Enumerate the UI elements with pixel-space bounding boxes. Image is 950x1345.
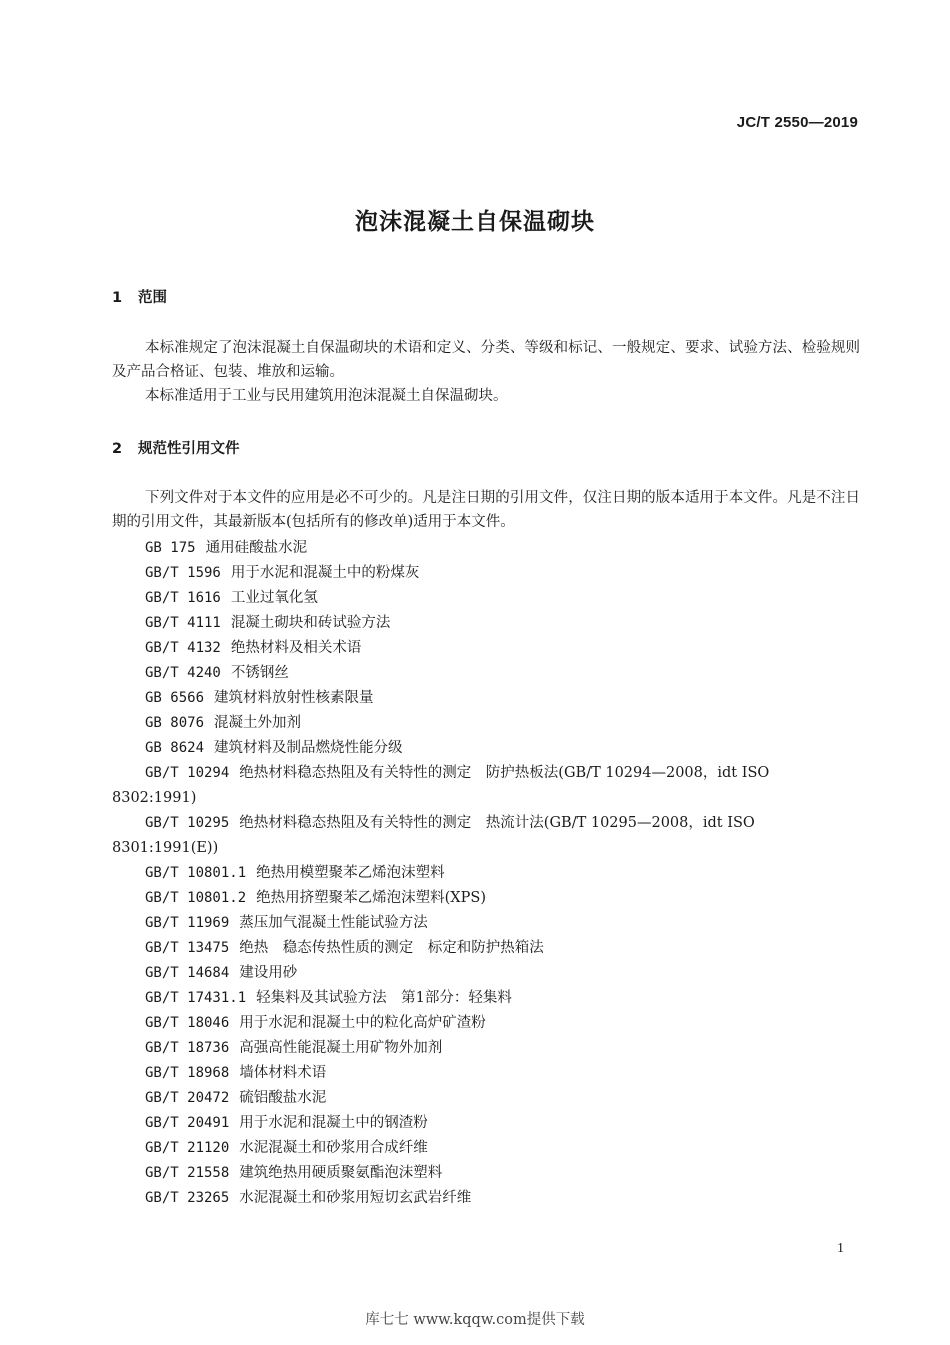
reference-item [112,561,860,586]
reference-title: 绝热材料稳态热阻及有关特性的测定 热流计法(GB/T 10295—2008，idt ISO [239,815,755,831]
reference-item [112,986,860,1011]
reference-item [112,661,860,686]
standard-code: JC/T 2550—2019 [736,114,858,131]
document-title: 泡沫混凝土自保温砌块 [355,209,595,235]
reference-code: GB/T 14684 [145,965,230,981]
page-number: 1 [837,1241,844,1256]
reference-code: GB/T 10295 [145,815,230,831]
reference-title-continuation: 8302:1991) [112,790,197,806]
reference-item [112,711,860,736]
reference-title: 用于水泥和混凝土中的粉煤灰 [230,565,420,581]
reference-title: 绝热 稳态传热性质的测定 标定和防护热箱法 [239,940,544,956]
reference-item [112,811,860,861]
reference-title: 硫铝酸盐水泥 [239,1090,327,1106]
reference-item [112,1036,860,1061]
section-number: 1 [112,290,123,306]
reference-code: GB/T 18046 [145,1015,230,1031]
reference-code: GB/T 4132 [145,640,221,656]
reference-title-continuation: 8301:1991(E)) [112,840,219,856]
reference-title: 建设用砂 [239,965,298,981]
reference-code: GB/T 18736 [145,1040,230,1056]
section-1-heading [112,286,167,307]
section-number: 2 [112,441,123,457]
reference-title: 不锈钢丝 [230,665,289,681]
reference-item [112,1136,860,1161]
reference-title: 高强高性能混凝土用矿物外加剂 [239,1040,443,1056]
reference-code: GB/T 20491 [145,1115,230,1131]
reference-code: GB/T 11969 [145,915,230,931]
reference-code: GB/T 10801.1 [145,865,247,881]
reference-code: GB 8624 [145,740,205,756]
reference-code: GB/T 4111 [145,615,221,631]
reference-item [112,1061,860,1086]
reference-item [112,761,860,811]
reference-code: GB/T 20472 [145,1090,230,1106]
reference-item [112,1186,860,1211]
reference-item [112,911,860,936]
reference-code: GB/T 1616 [145,590,221,606]
reference-title: 水泥混凝土和砂浆用合成纤维 [239,1140,428,1156]
reference-title: 蒸压加气混凝土性能试验方法 [239,915,428,931]
reference-title: 建筑材料放射性核素限量 [214,690,374,706]
reference-title: 轻集料及其试验方法 第1部分：轻集料 [256,990,512,1006]
reference-title: 工业过氧化氢 [230,590,318,606]
reference-item [112,1161,860,1186]
reference-code: GB 8076 [145,715,205,731]
reference-item [112,936,860,961]
reference-item [112,636,860,661]
reference-item [112,1086,860,1111]
reference-code: GB/T 10801.2 [145,890,247,906]
scope-paragraph-1: 本标准规定了泡沫混凝土自保温砌块的术语和定义、分类、等级和标记、一般规定、要求、试验方法、检验规则及产品合格证、包装、堆放和运输。 [112,340,860,380]
reference-item [112,1011,860,1036]
reference-title: 用于水泥和混凝土中的粒化高炉矿渣粉 [239,1015,486,1031]
reference-title: 混凝土砌块和砖试验方法 [230,615,391,631]
reference-title: 建筑绝热用硬质聚氨酯泡沫塑料 [239,1165,443,1181]
reference-title: 绝热用模塑聚苯乙烯泡沫塑料 [256,865,445,881]
reference-code: GB/T 13475 [145,940,230,956]
reference-code: GB/T 23265 [145,1190,230,1206]
reference-item [112,961,860,986]
reference-title: 绝热材料稳态热阻及有关特性的测定 防护热板法(GB/T 10294—2008，idt ISO [239,765,770,781]
reference-title: 混凝土外加剂 [214,715,302,731]
reference-item [112,861,860,886]
reference-code: GB/T 18968 [145,1065,230,1081]
reference-title: 绝热用挤塑聚苯乙烯泡沫塑料(XPS) [256,890,486,906]
reference-code: GB/T 1596 [145,565,221,581]
reference-item [112,686,860,711]
reference-item [112,1111,860,1136]
reference-item [112,886,860,911]
reference-item [112,586,860,611]
references-intro-paragraph: 下列文件对于本文件的应用是必不可少的。凡是注日期的引用文件，仅注日期的版本适用于本文件。凡是不注日期的引用文件，其最新版本(包括所有的修改单)适用于本文件。 [112,490,860,530]
reference-item [112,736,860,761]
reference-title: 水泥混凝土和砂浆用短切玄武岩纤维 [239,1190,472,1206]
download-source-note: 库七七 www.kqqw.com提供下载 [365,1312,585,1328]
section-2-heading [112,437,240,458]
reference-title: 建筑材料及制品燃烧性能分级 [214,740,403,756]
section-title: 规范性引用文件 [138,441,240,457]
reference-code: GB/T 17431.1 [145,990,247,1006]
reference-code: GB 175 [145,540,196,556]
reference-title: 墙体材料术语 [239,1065,327,1081]
section-title: 范围 [138,290,167,306]
reference-title: 用于水泥和混凝土中的钢渣粉 [239,1115,428,1131]
reference-code: GB/T 21120 [145,1140,230,1156]
reference-code: GB/T 10294 [145,765,230,781]
reference-list [112,536,860,1211]
reference-title: 通用硅酸盐水泥 [205,540,308,556]
reference-item [112,536,860,561]
reference-title: 绝热材料及相关术语 [230,640,362,656]
reference-item [112,611,860,636]
scope-paragraph-2: 本标准适用于工业与民用建筑用泡沫混凝土自保温砌块。 [145,388,508,404]
reference-code: GB/T 4240 [145,665,221,681]
reference-code: GB/T 21558 [145,1165,230,1181]
reference-code: GB 6566 [145,690,205,706]
